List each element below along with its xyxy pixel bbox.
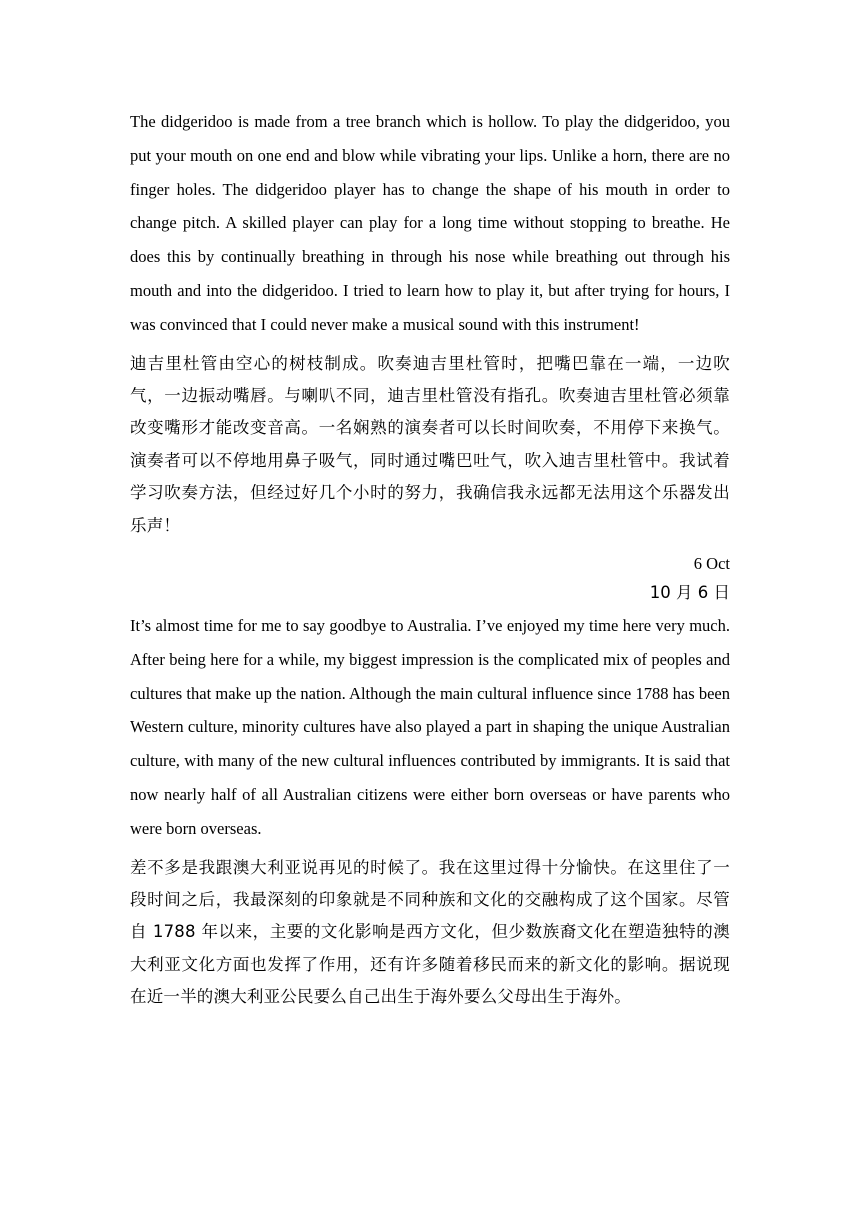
document-page [130,105,730,1014]
paragraph-goodbye-en: It’s almost time for me to say goodbye to Australia. I’ve enjoyed my time here very much. After being here for a while, my biggest impression is the complicated mix of peoples and cultures that make up the nation. Although the main cultural influence since 1788 has been Western culture, minority cultures have also played a part in shaping the unique Australian culture, with many of the new cultural influences contributed by immigrants. It is said that now nearly half of all Australian citizens were either born overseas or have parents who were born overseas. [130,616,730,838]
paragraph-didgeridoo-zh: 迪吉里杜管由空心的树枝制成。吹奏迪吉里杜管时，把嘴巴靠在一端，一边吹气，一边振动嘴唇。与喇叭不同，迪吉里杜管没有指孔。吹奏迪吉里杜管必须靠改变嘴形才能改变音高。一名娴熟的演奏者可以长时间吹奏，不用停下来换气。演奏者可以不停地用鼻子吸气，同时通过嘴巴吐气，吹入迪吉里杜管中。我试着学习吹奏方法，但经过好几个小时的努力，我确信我永远都无法用这个乐器发出乐声！ [130,353,730,535]
paragraph-goodbye-zh: 差不多是我跟澳大利亚说再见的时候了。我在这里过得十分愉快。在这里住了一段时间之后，我最深刻的印象就是不同种族和文化的交融构成了这个国家。尽管自 1788 年以来，主要的文化影响是西方文化，但少数族裔文化在塑造独特的澳大利亚文化方面也发挥了作用，还有许多随着移民而来的新文化的影响。据说现在近一半的澳大利亚公民要么自己出生于海外要么父母出生于海外。 [130,857,730,1007]
diary-date-en: 6 Oct [693,554,730,574]
diary-date-zh: 10 月 6 日 [649,583,730,603]
paragraph-didgeridoo-en: The didgeridoo is made from a tree branch which is hollow. To play the didgeridoo, you put your mouth on one end and blow while vibrating your lips. Unlike a horn, there are no finger holes. The didgeridoo player has to change the shape of his mouth in order to change pitch. A skilled player can play for a long time without stopping to breathe. He does this by continually breathing in through his nose while breathing out through his mouth and into the didgeridoo. I tried to learn how to play it, but after trying for hours, I was convinced that I could never make a musical sound with this instrument! [130,112,730,334]
